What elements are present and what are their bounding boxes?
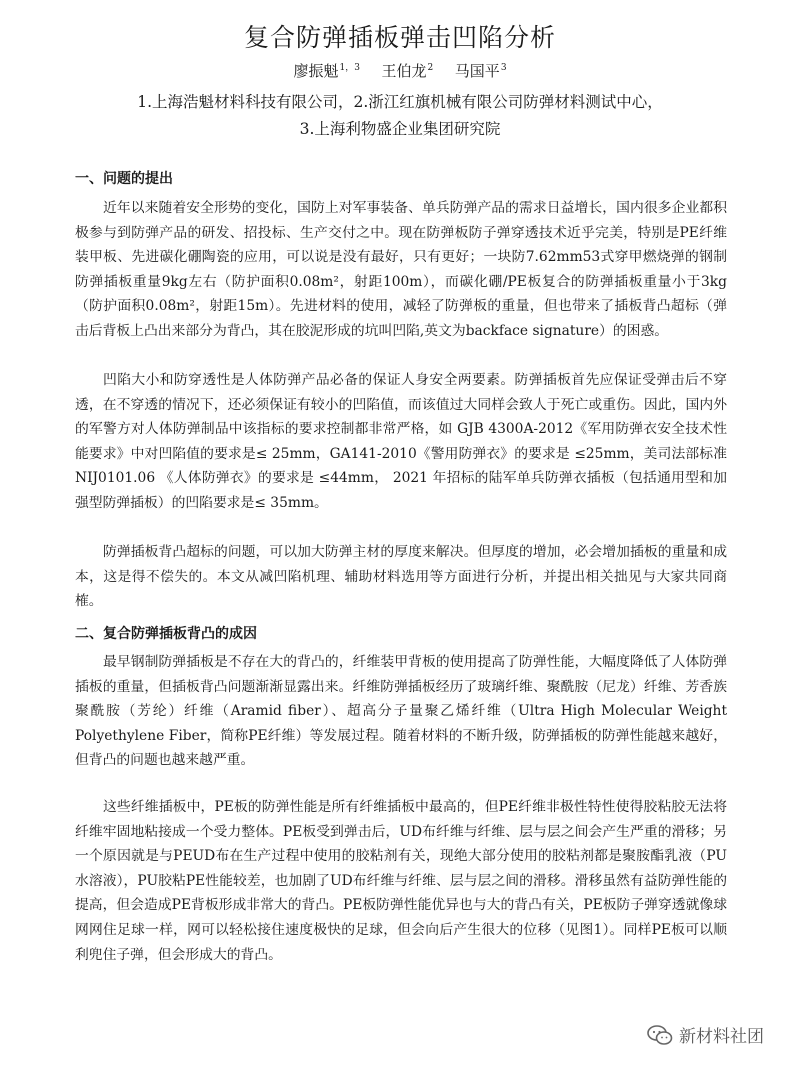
section-heading: 二、复合防弹插板背凸的成因 — [75, 626, 257, 642]
paragraph-text: 凹陷大小和防穿透性是人体防弹产品必备的保证人身安全两要素。防弹插板首先应保证受弹击后不穿透，在不穿透的情况下，还必须保证有较小的凹陷值，而该值过大同样会致人于死亡或重伤。因此，国内外的军警方对人体防弹制品中该指标的要求控制都非常严格，如 GJB 4300A-2012《军用防弹衣安全技术性能要求》中对凹陷值的要求是≤ 25mm，GA141-2010《警用防弹衣》的要求是 ≤25mm，美司法部标准 NIJ0101.06 《人体防弹衣》的要求是 ≤44mm， 2021 年招标的陆军单兵防弹衣插板（包括通用型和加强型防弹插板）的凹陷要求是≤ 35mm。 — [75, 372, 727, 511]
author-name: 王伯龙 — [381, 62, 427, 80]
affiliation-line: 3.上海利物盛企业集团研究院 — [299, 120, 501, 138]
author-name: 廖振魁 — [293, 62, 339, 80]
author-list — [0, 60, 800, 81]
body-paragraph — [75, 368, 727, 516]
affiliation-line: 1.上海浩魁材料科技有限公司，2.浙江红旗机械有限公司防弹材料测试中心， — [137, 93, 663, 111]
author-affiliation-mark: 2 — [427, 63, 434, 73]
paragraph-text: 防弹插板背凸超标的问题，可以加大防弹主材的厚度来解决。但厚度的增加，必会增加插板的重量和成本，这是得不偿失的。本文从减凹陷机理、辅助材料选用等方面进行分析，并提出相关拙见与大家共同商榷。 — [75, 544, 727, 610]
wechat-icon — [647, 1024, 673, 1046]
watermark-label: 新材料社团 — [679, 1027, 764, 1047]
author-name: 马国平 — [454, 62, 500, 80]
paragraph-text: 近年以来随着安全形势的变化，国防上对军事装备、单兵防弹产品的需求日益增长，国内很多企业都积极参与到防弹产品的研发、招投标、生产交付之中。现在防弹板防子弹穿透技术近乎完美，特别是PE纤维装甲板、先进碳化硼陶瓷的应用，可以说是没有最好，只有更好；一块防7.62mm53式穿甲燃烧弹的钢制防弹插板重量9kg左右（防护面积0.08m²，射距100m），而碳化硼/PE板复合的防弹插板重量小于3kg（防护面积0.08m²，射距15m）。先进材料的使用，减轻了防弹板的重量，但也带来了插板背凸超标（弹击后背板上凸出来部分为背凸，其在胶泥形成的坑叫凹陷,英文为backface signature）的困惑。 — [75, 200, 727, 339]
author-affiliation-mark: 1，3 — [339, 63, 360, 73]
paragraph-text: 这些纤维插板中，PE板的防弹性能是所有纤维插板中最高的，但PE纤维非极性特性使得胶粘胶无法将纤维牢固地粘接成一个受力整体。PE板受到弹击后，UD布纤维与纤维、层与层之间会产生严重的滑移；另一个原因就是与PEUD布在生产过程中使用的胶粘剂有关，现绝大部分使用的胶粘剂都是聚胺酯乳液（PU水溶液），PU胶粘PE性能较差，也加剧了UD布纤维与纤维、层与层之间的滑移。滑移虽然有益防弹性能的提高，但会造成PE背板形成非常大的背凸。PE板防弹性能优异也与大的背凸有关，PE板防子弹穿透就像球网网住足球一样，网可以轻松接住速度极快的足球，但会向后产生很大的位移（见图1）。同样PE板可以顺利兜住子弹，但会形成大的背凸。 — [75, 799, 727, 963]
wechat-watermark — [647, 1022, 764, 1047]
body-paragraph — [75, 196, 727, 344]
author-affiliation-mark: 3 — [500, 63, 507, 73]
paragraph-text: 最早钢制防弹插板是不存在大的背凸的，纤维装甲背板的使用提高了防弹性能，大幅度降低了人体防弹插板的重量，但插板背凸问题渐渐显露出来。纤维防弹插板经历了玻璃纤维、聚酰胺（尼龙）纤维、芳香族聚酰胺（芳纶）纤维（Aramid fiber）、超高分子量聚乙烯纤维（Ultra High Molecular Weight Polyethylene Fiber，简称PE纤维）等发展过程。随着材料的不断升级，防弹插板的防弹性能越来越好，但背凸的问题也越来越严重。 — [75, 654, 727, 769]
document-title: 复合防弹插板弹击凹陷分析 — [243, 23, 556, 52]
section-heading: 一、问题的提出 — [75, 171, 173, 187]
body-paragraph — [75, 650, 727, 773]
body-paragraph — [75, 540, 727, 614]
body-paragraph — [75, 795, 727, 967]
